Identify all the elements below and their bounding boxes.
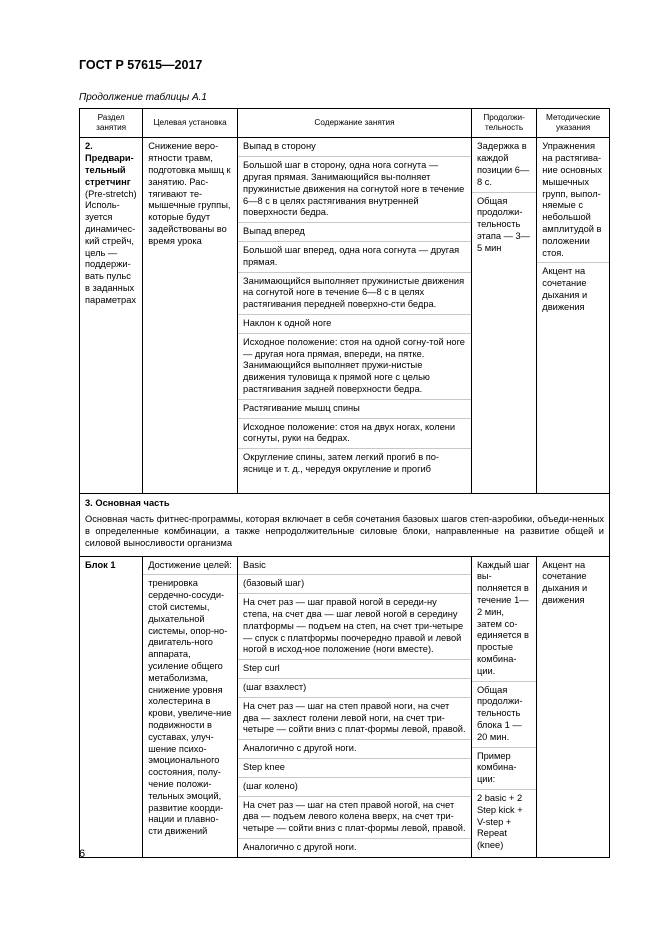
cell-paragraph: Исходное положение: стоя на одной согну-той ноге — другая нога прямая, впереди, на пятке. Занимающийся выполняет пружи-нистые движения туловища к прямой ноге с целью растягивания задней поверхности бедра. <box>238 333 471 396</box>
goal-text: Снижение веро-ятности травм, подготовка мышц к занятию. Рас-тягивают те-мышечные группы, которые будут задействованы во время урока <box>148 141 231 246</box>
block-goal-cell <box>143 556 238 857</box>
table-row-stretch <box>80 138 610 494</box>
block-duration-cell <box>471 556 536 857</box>
program-table <box>79 108 610 858</box>
cell-paragraph: тренировка сердечно-сосуди-стой системы, дыхательной системы, опор-но-двигатель-ного аппарата, усиление общего метаболизма, снижение уровня холестерина в крови, увеличе-ние подвижности в суставах, улуч-шение психо-эмоционального состояния, полу-чение положи-тельных эмоций, развитие коорди-нации и плавно-сти движений <box>143 574 237 838</box>
table-row-block1 <box>80 556 610 857</box>
duration-cell <box>471 138 536 494</box>
section3-title: 3. Основная часть <box>85 498 170 509</box>
page-number: 6 <box>79 848 86 860</box>
cell-paragraph: (базовый шаг) <box>238 574 471 590</box>
cell-paragraph: Акцент на сочетание дыхания и движения <box>537 262 609 313</box>
cell-paragraph: Большой шаг вперед, одна нога согнута — другая прямая. <box>238 241 471 269</box>
table-header-row <box>80 109 610 138</box>
block-notes-cell <box>537 556 610 857</box>
cell-paragraph: (шаг колено) <box>238 777 471 793</box>
cell-paragraph: 2 basic + 2 Step kick + V-step + Repeat (knee) <box>472 789 536 852</box>
cell-paragraph: Большой шаг в сторону, одна нога согнутa — другая прямая. Занимающийся вы-полняет пружинистые движения на согнутой ноге в течение 6—8 с в целях растягивания внутренней поверхности бедра. <box>238 156 471 219</box>
notes-cell <box>537 138 610 494</box>
section-description: Исполь-зуется динамичес-кий стрейч, цель — поддержи-вать пульс в заданных параметрах <box>85 200 137 305</box>
cell-paragraph: Выпад вперед <box>238 222 471 238</box>
cell-paragraph: Аналогично с другой ноги. <box>238 838 471 854</box>
cell-paragraph: Step curl <box>238 659 471 675</box>
cell-paragraph: На счет раз — шаг на степ правой ногой, на счет два — подъем левого колена вверх, на счет три-четыре — сойти вниз с плат-формы левой, правой. <box>238 796 471 835</box>
cell-paragraph: Выпад в сторону <box>243 141 316 152</box>
block-label-cell <box>80 556 143 857</box>
section-number: 2. <box>85 141 93 152</box>
cell-paragraph: Задержка в каждой позиции 6—8 с. <box>476 141 530 187</box>
table-continuation-caption: Продолжение таблицы А.1 <box>79 92 207 103</box>
column-header-notes: Методические указания <box>537 109 610 138</box>
cell-paragraph: Округление спины, затем легкий прогиб в по-яснице и т. д., чередуя округление и прогиб <box>238 448 471 476</box>
section-header-cell <box>80 494 610 556</box>
section-cell <box>80 138 143 494</box>
section-english-name: (Pre-stretch) <box>85 188 137 199</box>
document-header: ГОСТ Р 57615—2017 <box>79 58 203 72</box>
section3-description: Основная часть фитнес-программы, которая включает в себя сочетания базовых шагов степ-аэробики, объеди-ненных в определенные комбинации, а также непродолжительные силовые блоки, направленные на развитие общей и силовой выносливости организма <box>85 514 604 548</box>
block-label: Блок 1 <box>85 559 116 570</box>
section-title: Предвари-тельный стретчинг <box>85 153 134 187</box>
cell-paragraph: Занимающийся выполняет пружинистые движения на согнутой ноге в течение 6—8 с в целях растягивания передней поверхно-сти бедра. <box>238 272 471 311</box>
cell-paragraph: Упражнения на растягива-ние основных мышечных групп, выпол-няемые с небольшой амплитудой в положении стоя. <box>542 141 602 258</box>
cell-paragraph: Аналогично с другой ноги. <box>238 739 471 755</box>
cell-paragraph: Достижение целей: <box>148 559 232 570</box>
cell-paragraph: На счет раз — шаг на степ правой ноги, на счет два — захлест голени левой ноги, на счет три-четыре — сойти вниз с плат-формы левой, правой. <box>238 697 471 736</box>
cell-paragraph: Растягивание мышц спины <box>238 399 471 415</box>
content-cell <box>238 138 472 494</box>
cell-paragraph: (шаг взахлест) <box>238 678 471 694</box>
cell-paragraph: Step knee <box>238 758 471 774</box>
cell-paragraph: Наклон к одной ноге <box>238 314 471 330</box>
cell-paragraph: Пример комбина-ции: <box>472 747 536 786</box>
cell-paragraph: На счет раз — шаг правой ногой в середи-ну степа, на счет два — шаг левой ногой в середину платформы — подъем на степ, на счет три-четыре — спуск с платформы поочередно правой и левой ногой в исход-ное положение (ноги вместе). <box>238 593 471 656</box>
column-header-duration: Продолжи-тельность <box>471 109 536 138</box>
column-header-section: Раздел занятия <box>80 109 143 138</box>
cell-paragraph: Общая продолжи-тельность этапа — 3—5 мин <box>472 192 536 255</box>
column-header-content: Содержание занятия <box>238 109 472 138</box>
block-content-cell <box>238 556 472 857</box>
cell-paragraph: Общая продолжи-тельность блока 1 — 20 мин. <box>472 681 536 744</box>
column-header-goal: Целевая установка <box>143 109 238 138</box>
section-header-row <box>80 494 610 556</box>
cell-paragraph: Акцент на сочетание дыхания и движения <box>542 559 588 605</box>
cell-paragraph: Исходное положение: стоя на двух ногах, колени согнуты, руки на бедрах. <box>238 418 471 446</box>
goal-cell <box>143 138 238 494</box>
cell-paragraph: Basic <box>243 559 266 570</box>
cell-paragraph: Каждый шаг вы-полняется в течение 1—2 мин, затем со-единяется в простые комбина-ции. <box>476 559 530 676</box>
